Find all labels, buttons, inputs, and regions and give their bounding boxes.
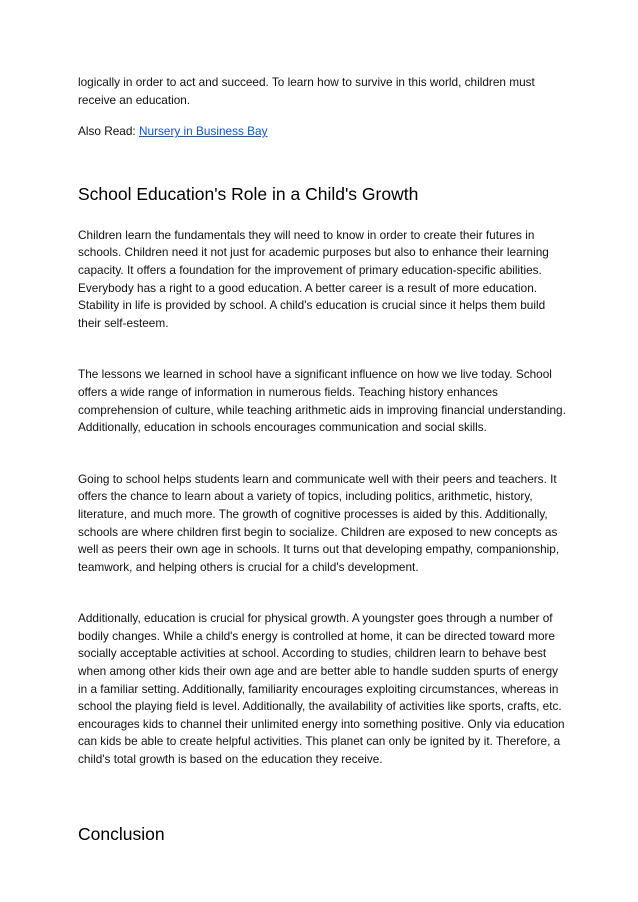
conclusion-heading: Conclusion [78, 823, 165, 844]
intro-paragraph: logically in order to act and succeed. To learn how to survive in this world, children must receive an education. [78, 75, 535, 107]
body-paragraph-3: Going to school helps students learn and communicate well with their peers and teachers. It offers the chance to learn about a variety of topics, including politics, arithmetic, history, literature, and much more. The growth of cognitive processes is aided by this. Additionally, schools are where children first begin to socialize. Children are exposed to new concepts as well as peers their own age in schools. It turns out that developing empathy, companionship, teamwork, and helping others is crucial for a child's development. [78, 471, 560, 574]
section-heading: School Education's Role in a Child's Growth [78, 183, 419, 204]
also-read-prefix: Also Read: [78, 124, 139, 139]
body-paragraph-4: Additionally, education is crucial for physical growth. A youngster goes through a number of bodily changes. While a child's energy is controlled at home, it can be directed toward more socially acceptable activities at school. According to studies, children learn to behave best when among other kids their own age and are better able to handle sudden spurts of energy in a familiar setting. Additionally, familiarity encourages exploiting circumstances, whereas in school the playing field is level. Additionally, the availability of activities like sports, crafts, etc. encourages kids to channel their unlimited energy into something positive. Only via education can kids be able to create helpful activities. This planet can only be ignited by it. Therefore, a child's total growth is based on the education they receive. [78, 611, 565, 767]
body-paragraph-2: The lessons we learned in school have a significant influence on how we live today. School offers a wide range of information in numerous fields. Teaching history enhances comprehension of culture, while teaching arithmetic aids in improving financial understanding. Additionally, education in schools encourages communication and social skills. [78, 367, 566, 435]
also-read-line [78, 123, 568, 141]
nursery-link[interactable]: Nursery in Business Bay [138, 124, 268, 139]
body-paragraph-1: Children learn the fundamentals they will need to know in order to create their futures in schools. Children need it not just for academic purposes but also to enhance their learning capacity. It offers a foundation for the improvement of primary education-specific abilities. Everybody has a right to a good education. A better career is a result of more education. Stability in life is provided by school. A child's education is crucial since it helps them build their self-esteem. [78, 227, 549, 330]
